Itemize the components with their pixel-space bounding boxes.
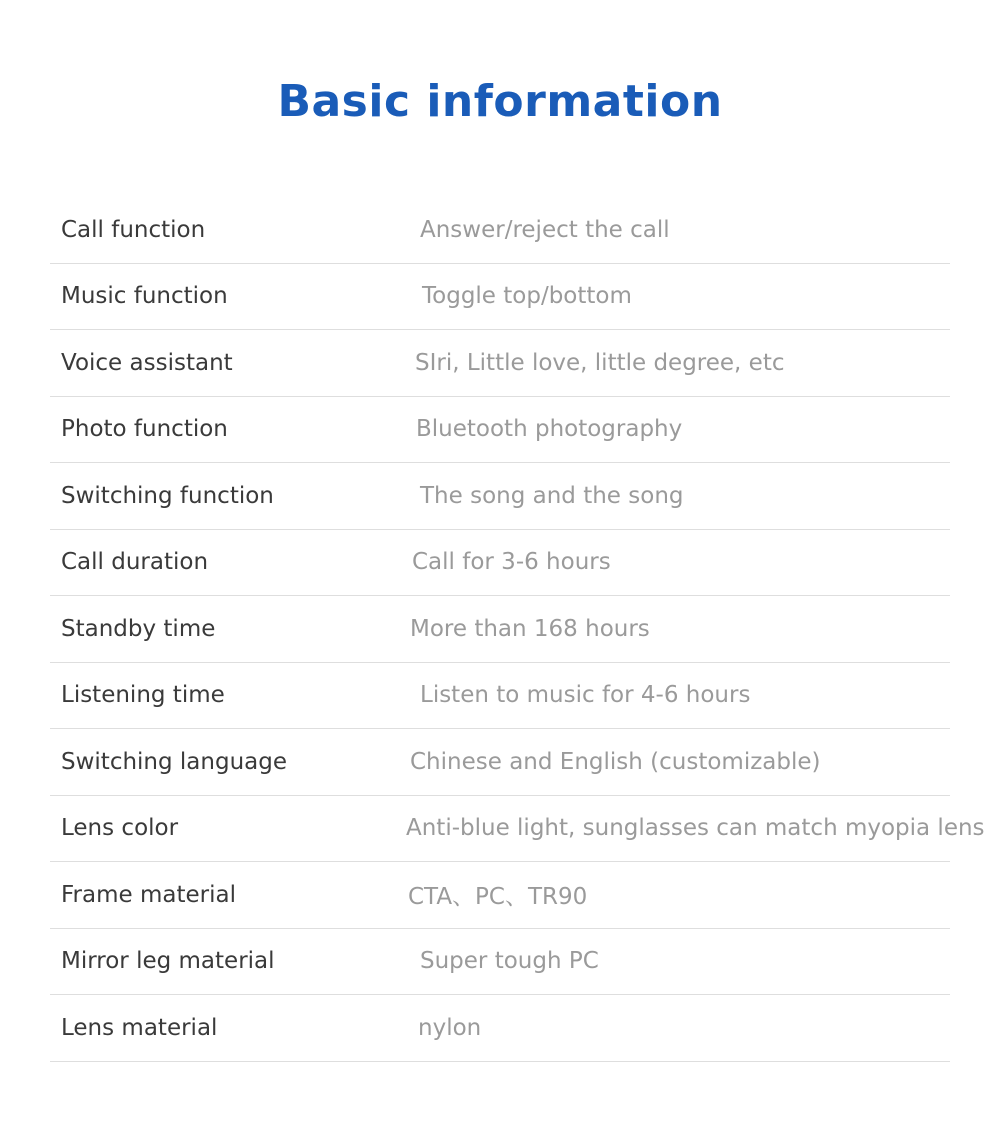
spec-label: Lens color — [61, 815, 179, 842]
table-row — [50, 330, 950, 397]
table-row — [50, 729, 950, 796]
spec-value: More than 168 hours — [410, 615, 650, 642]
spec-label: Frame material — [61, 881, 236, 908]
spec-label: Standby time — [61, 615, 216, 642]
spec-value: nylon — [418, 1014, 482, 1041]
spec-value: SIri, Little love, little degree, etc — [415, 349, 785, 376]
spec-label: Music function — [61, 283, 228, 310]
spec-label: Lens material — [61, 1014, 218, 1041]
spec-label: Call duration — [61, 549, 209, 576]
spec-label: Mirror leg material — [61, 948, 275, 975]
spec-label: Call function — [61, 216, 206, 243]
table-row — [50, 530, 950, 597]
spec-value: The song and the song — [420, 482, 684, 509]
table-row — [50, 397, 950, 464]
table-row — [50, 862, 950, 929]
table-row — [50, 463, 950, 530]
spec-value: CTA、PC、TR90 — [408, 884, 588, 911]
spec-label: Switching language — [61, 748, 288, 775]
spec-value: Bluetooth photography — [416, 416, 683, 443]
specification-table — [50, 197, 985, 1062]
spec-value: Answer/reject the call — [420, 216, 670, 243]
table-row — [50, 929, 950, 996]
spec-value: Super tough PC — [420, 948, 599, 975]
page-title: Basic information — [277, 76, 723, 127]
spec-label: Listening time — [61, 682, 225, 709]
table-row — [50, 197, 950, 264]
spec-value: Toggle top/bottom — [422, 283, 632, 310]
table-row — [50, 264, 950, 331]
spec-value: Anti-blue light, sunglasses can match myopia lens — [406, 815, 985, 842]
table-row — [50, 663, 950, 730]
table-row — [50, 596, 950, 663]
spec-label: Switching function — [61, 482, 274, 509]
table-row — [50, 796, 985, 863]
spec-value: Call for 3-6 hours — [412, 549, 611, 576]
spec-value: Listen to music for 4-6 hours — [420, 682, 751, 709]
table-row — [50, 995, 950, 1062]
spec-label: Photo function — [61, 416, 228, 443]
spec-value: Chinese and English (customizable) — [410, 748, 821, 775]
spec-label: Voice assistant — [61, 349, 233, 376]
